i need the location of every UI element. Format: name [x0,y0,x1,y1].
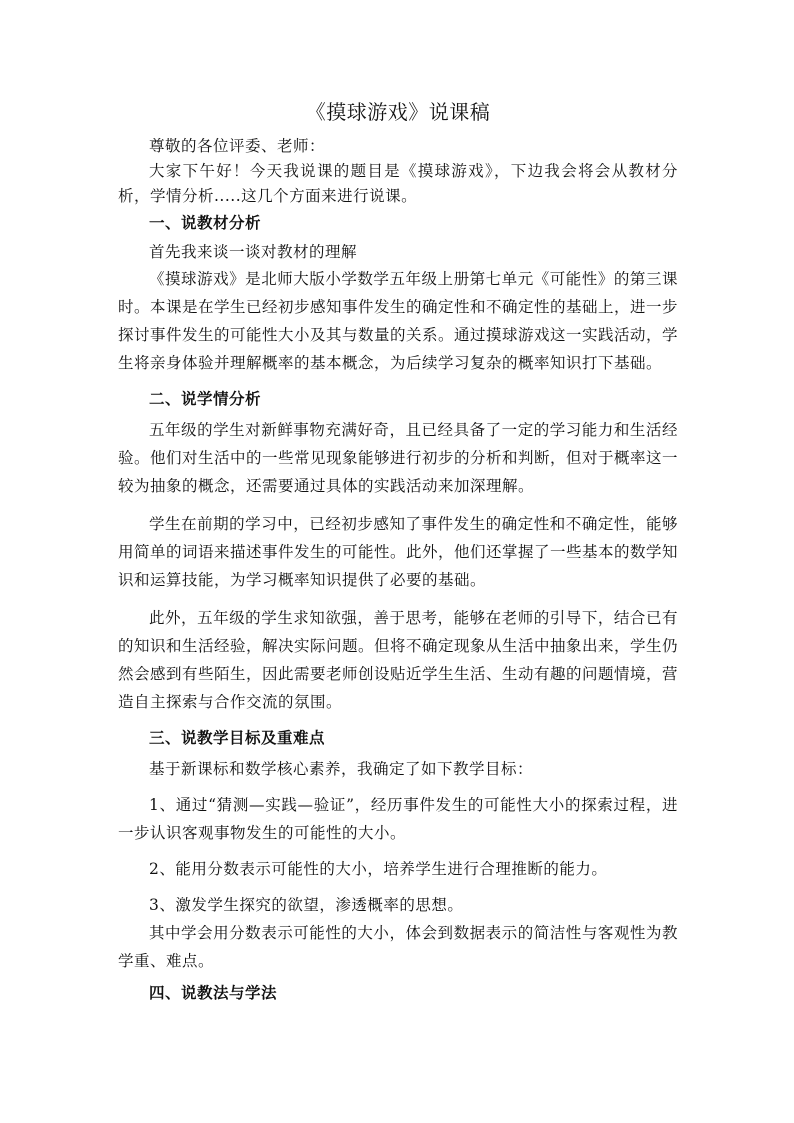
goal-item: 1、通过“猜测—实践—验证”，经历事件发生的可能性大小的探索过程，进一步认识客观事物发生的可能性的大小。 [118,796,678,842]
section1-lead: 首先我来谈一谈对教材的理解 [149,243,358,261]
section1-heading: 一、说教材分析 [149,213,262,232]
document-page [118,92,678,1006]
goal-item: 3、激发学生探究的欲望，渗透概率的思想。 [149,896,464,914]
section4-heading: 四、说教法与学法 [149,983,278,1002]
section2-heading: 二、说学情分析 [149,389,262,408]
section3-lead: 基于新课标和数学核心素养，我确定了如下教学目标： [149,760,534,778]
section1-paragraph: 《摸球游戏》是北师大版小学数学五年级上册第七单元《可能性》的第三课时。本课是在学生已经初步感知事件发生的确定性和不确定性的基础上，进一步探讨事件发生的可能性大小及其与数量的关系。通过摸球游戏这一实践活动，学生将亲身体验并理解概率的基本概念，为后续学习复杂的概率知识打下基础。 [118,270,679,372]
section2-paragraph: 此外，五年级的学生求知欲强，善于思考，能够在老师的引导下，结合已有的知识和生活经验，解决实际问题。但将不确定现象从生活中抽象出来，学生仍然会感到有些陌生，因此需要老师创设贴近学生生活、生动有趣的问题情境，营造自主探索与合作交流的氛围。 [118,609,679,711]
section2-paragraph: 五年级的学生对新鲜事物充满好奇，且已经具备了一定的学习能力和生活经验。他们对生活中的一些常见现象能够进行初步的分析和判断，但对于概率这一较为抽象的概念，还需要通过具体的实践活动来加深理解。 [118,421,679,495]
key-points-paragraph: 其中学会用分数表示可能性的大小，体会到数据表示的简洁性与客观性为教学重、难点。 [118,924,678,970]
section3-heading: 三、说教学目标及重难点 [149,728,326,747]
section2-paragraph: 学生在前期的学习中，已经初步感知了事件发生的确定性和不确定性，能够用简单的词语来描述事件发生的可能性。此外，他们还掌握了一些基本的数学知识和运算技能，为学习概率知识提供了必要的基础。 [118,515,679,589]
intro-paragraph: 大家下午好！今天我说课的题目是《摸球游戏》，下边我会将会从教材分析，学情分析.....这几个方面来进行说课。 [118,162,678,205]
document-title: 《摸球游戏》说课稿 [305,100,491,124]
goal-item: 2、能用分数表示可能性的大小，培养学生进行合理推断的能力。 [149,860,608,878]
greeting: 尊敬的各位评委、老师： [149,137,326,155]
